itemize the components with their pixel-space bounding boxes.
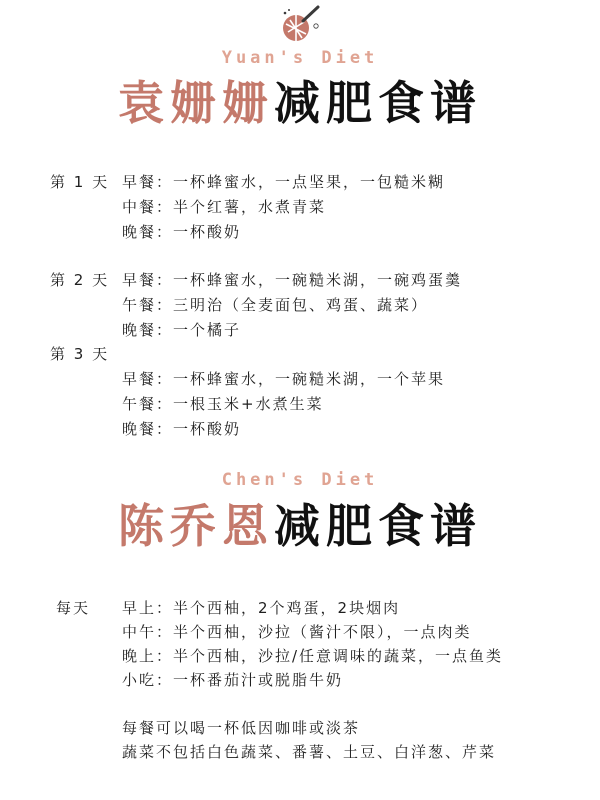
meal-line: 午餐：一根玉米+水煮生菜: [122, 395, 324, 413]
whisk-bowl-icon: [276, 4, 324, 44]
meal-line: 晚餐：一杯酸奶: [122, 420, 242, 438]
day-label: 第 2 天: [50, 271, 110, 289]
meal-line: 晚餐：一杯酸奶: [122, 223, 242, 241]
diet2-name: 陈乔恩: [118, 499, 274, 553]
meal-line: 早餐：一杯蜂蜜水，一碗糙米湖，一碗鸡蛋羹: [122, 271, 463, 289]
note-line: 蔬菜不包括白色蔬菜、番薯、土豆、白洋葱、芹菜: [122, 743, 497, 761]
meal-line: 中午：半个西柚，沙拉（酱汁不限），一点肉类: [122, 623, 472, 641]
meal-line: 早上：半个西柚，2个鸡蛋，2块烟肉: [122, 599, 401, 617]
meal-line: 晚上：半个西柚，沙拉/任意调味的蔬菜，一点鱼类: [122, 647, 504, 665]
meal-line: 晚餐：一个橘子: [122, 321, 242, 339]
diet2-title: [0, 499, 600, 553]
meal-line: 小吃：一杯番茄汁或脱脂牛奶: [122, 671, 344, 689]
day-label: 每天: [56, 599, 91, 617]
diet2-subtitle: Chen's Diet: [221, 470, 379, 490]
note-line: 每餐可以喝一杯低因咖啡或淡茶: [122, 719, 361, 737]
diet1-name: 袁姗姗: [118, 76, 274, 130]
diet1-suffix: 减肥食谱: [274, 76, 482, 130]
day-label: 第 1 天: [50, 173, 110, 191]
diet2-suffix: 减肥食谱: [274, 499, 482, 553]
meal-line: 早餐：一杯蜂蜜水，一碗糙米湖，一个苹果: [122, 370, 446, 388]
diet1-subtitle: Yuan's Diet: [221, 48, 379, 68]
meal-line: 午餐：三明治（全麦面包、鸡蛋、蔬菜）: [122, 296, 429, 314]
meal-line: 中餐：半个红薯，水煮青菜: [122, 198, 327, 216]
diet1-title: [0, 76, 600, 130]
day-label: 第 3 天: [50, 345, 110, 363]
meal-line: 早餐：一杯蜂蜜水，一点坚果，一包糙米糊: [122, 173, 446, 191]
